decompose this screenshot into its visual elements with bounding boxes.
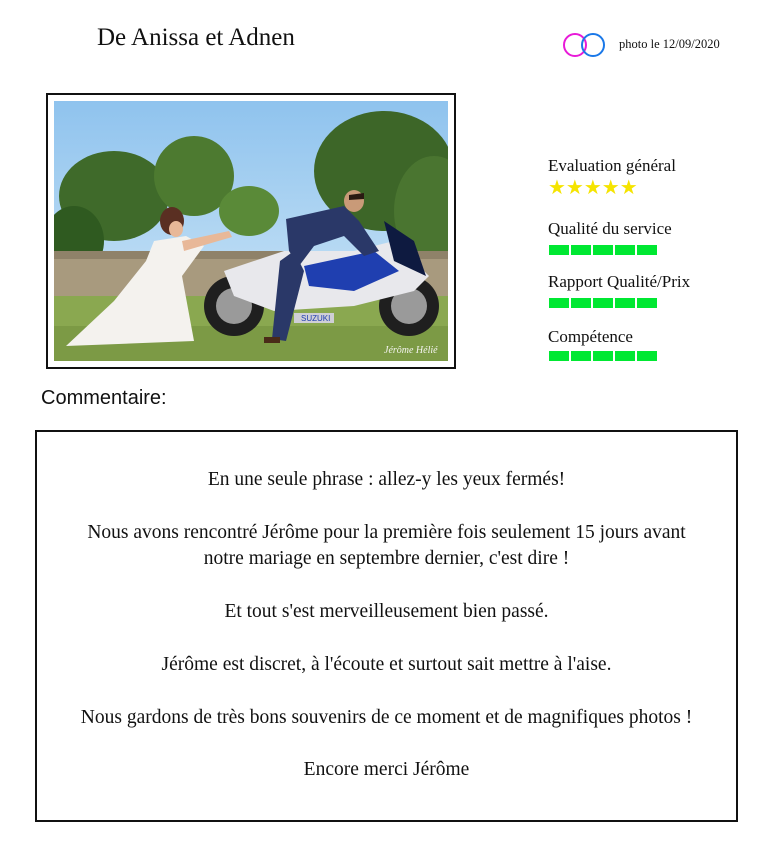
rating-segment bbox=[593, 245, 613, 255]
photo-frame bbox=[46, 93, 456, 369]
rating-segment bbox=[571, 245, 591, 255]
rating-segment bbox=[637, 351, 657, 361]
comment-box bbox=[35, 430, 738, 822]
rating-segment bbox=[571, 298, 591, 308]
svg-text:Jérôme Hélié: Jérôme Hélié bbox=[384, 345, 438, 356]
rating-segment bbox=[593, 351, 613, 361]
couple-motorcycle-photo bbox=[54, 101, 448, 361]
comment-paragraph: Et tout s'est merveilleusement bien passé. bbox=[224, 601, 549, 622]
rating-bar-competence bbox=[549, 351, 657, 361]
comment-paragraph: notre mariage en septembre dernier, c'est dire ! bbox=[203, 548, 570, 569]
rating-label-service: Qualité du service bbox=[548, 219, 672, 238]
rating-label-competence: Compétence bbox=[548, 327, 633, 346]
comment-paragraph: En une seule phrase : allez-y les yeux fermés! bbox=[207, 469, 566, 490]
rating-segment bbox=[637, 245, 657, 255]
rating-segment bbox=[549, 351, 569, 361]
rating-segment bbox=[549, 245, 569, 255]
rating-label-overall: Evaluation général bbox=[548, 156, 676, 175]
rating-bar-value bbox=[549, 298, 657, 308]
rating-segment bbox=[593, 298, 613, 308]
rating-bar-service bbox=[549, 245, 657, 255]
comment-heading: Commentaire: bbox=[41, 387, 167, 409]
rating-segment bbox=[549, 298, 569, 308]
comment-paragraph: Nous gardons de très bons souvenirs de ce moment et de magnifiques photos ! bbox=[80, 707, 693, 728]
rating-segment bbox=[615, 351, 635, 361]
svg-text:SUZUKI: SUZUKI bbox=[301, 314, 331, 323]
rating-label-value: Rapport Qualité/Prix bbox=[548, 272, 691, 291]
rating-segment bbox=[615, 298, 635, 308]
wedding-rings-icon bbox=[561, 30, 609, 60]
rating-segment bbox=[571, 351, 591, 361]
comment-paragraph: Nous avons rencontré Jérôme pour la première fois seulement 15 jours avant bbox=[87, 522, 686, 543]
photo-date: photo le 12/09/2020 bbox=[619, 37, 720, 51]
comment-paragraph: Jérôme est discret, à l'écoute et surtout sait mettre à l'aise. bbox=[161, 654, 612, 675]
comment-paragraph: Encore merci Jérôme bbox=[303, 759, 470, 780]
page-title: De Anissa et Adnen bbox=[97, 24, 295, 51]
rating-segment bbox=[637, 298, 657, 308]
rating-segment bbox=[615, 245, 635, 255]
star-rating-overall: ★★★★★ bbox=[548, 177, 638, 199]
